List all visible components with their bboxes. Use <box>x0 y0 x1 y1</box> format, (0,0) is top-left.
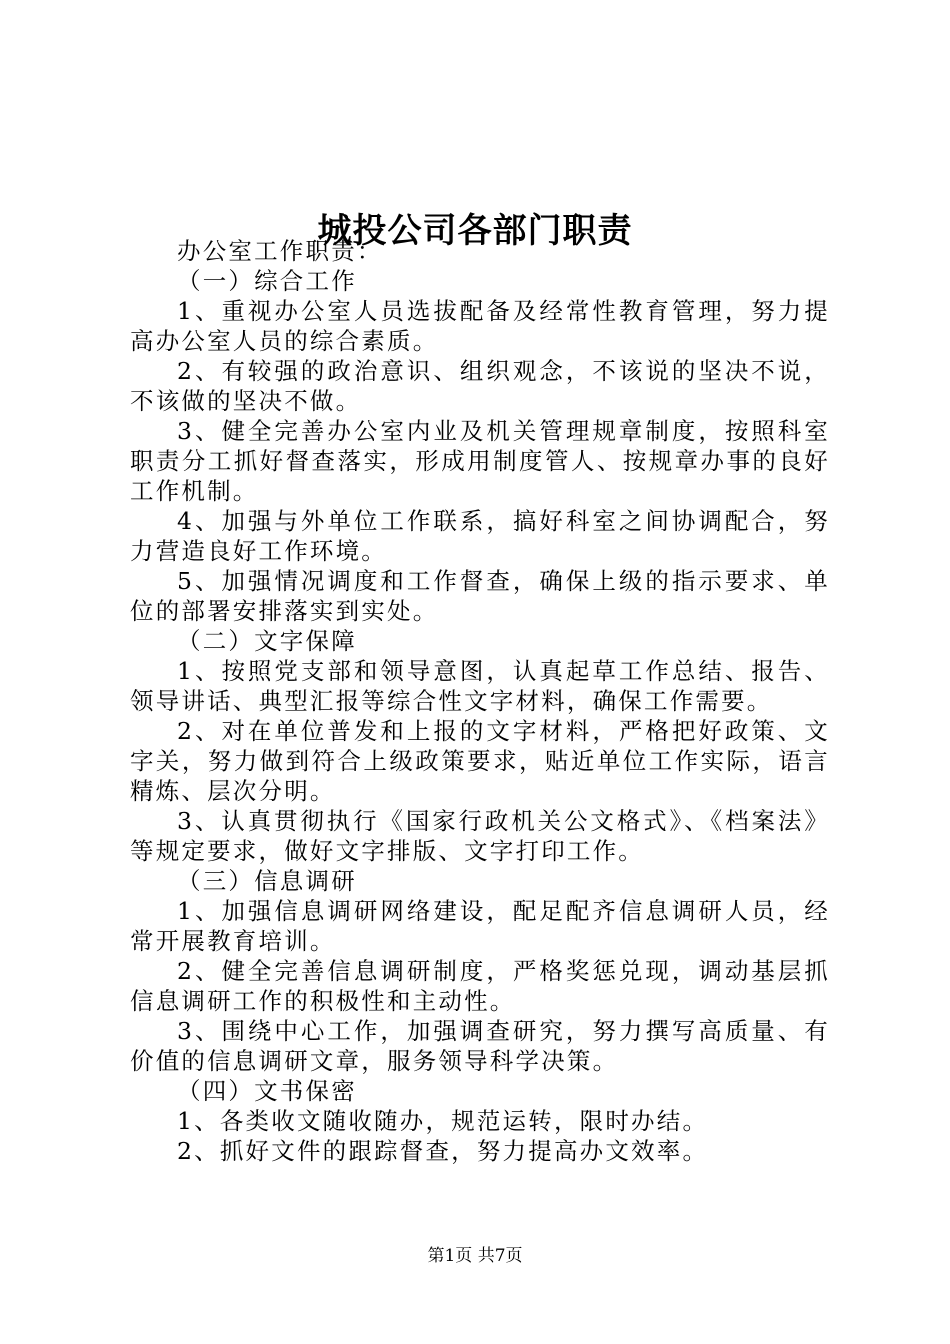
subsection-heading: （一）综合工作 <box>177 267 357 295</box>
subsection-heading: （二）文字保障 <box>177 627 357 655</box>
list-item: 2、对在单位普发和上报的文字材料，严格把好政策、文字关，努力做到符合上级政策要求，贴近单位工作实际，语言精炼、层次分明。 <box>130 717 830 805</box>
subsection-heading: （三）信息调研 <box>177 867 357 895</box>
list-item: 3、认真贯彻执行《国家行政机关公文格式》、《档案法》等规定要求，做好文字排版、文字打印工作。 <box>130 807 830 865</box>
list-item: 2、抓好文件的跟踪督查，努力提高办文效率。 <box>177 1137 709 1165</box>
list-item: 1、重视办公室人员选拔配备及经常性教育管理，努力提高办公室人员的综合素质。 <box>130 297 830 355</box>
list-item: 4、加强与外单位工作联系，搞好科室之间协调配合，努力营造良好工作环境。 <box>130 507 830 565</box>
list-item: 3、围绕中心工作，加强调查研究，努力撰写高质量、有价值的信息调研文章，服务领导科学决策。 <box>130 1017 830 1075</box>
list-item: 2、有较强的政治意识、组织观念，不该说的坚决不说，不该做的坚决不做。 <box>130 357 830 415</box>
list-item: 1、各类收文随收随办，规范运转，限时办结。 <box>177 1107 709 1135</box>
document-body <box>130 236 830 1166</box>
page-title: 城投公司各部门职责 <box>317 210 633 251</box>
list-item: 2、健全完善信息调研制度，严格奖惩兑现，调动基层抓信息调研工作的积极性和主动性。 <box>130 957 830 1015</box>
subsection-heading: （四）文书保密 <box>177 1077 357 1105</box>
section-heading: 办公室工作职责： <box>177 237 383 265</box>
page-number-footer: 第1页 共7页 <box>427 1246 523 1266</box>
list-item: 1、加强信息调研网络建设，配足配齐信息调研人员，经常开展教育培训。 <box>130 897 830 955</box>
list-item: 1、按照党支部和领导意图，认真起草工作总结、报告、领导讲话、典型汇报等综合性文字材料，确保工作需要。 <box>130 657 830 715</box>
list-item: 5、加强情况调度和工作督查，确保上级的指示要求、单位的部署安排落实到实处。 <box>130 567 830 625</box>
list-item: 3、健全完善办公室内业及机关管理规章制度，按照科室职责分工抓好督查落实，形成用制度管人、按规章办事的良好工作机制。 <box>130 417 830 505</box>
